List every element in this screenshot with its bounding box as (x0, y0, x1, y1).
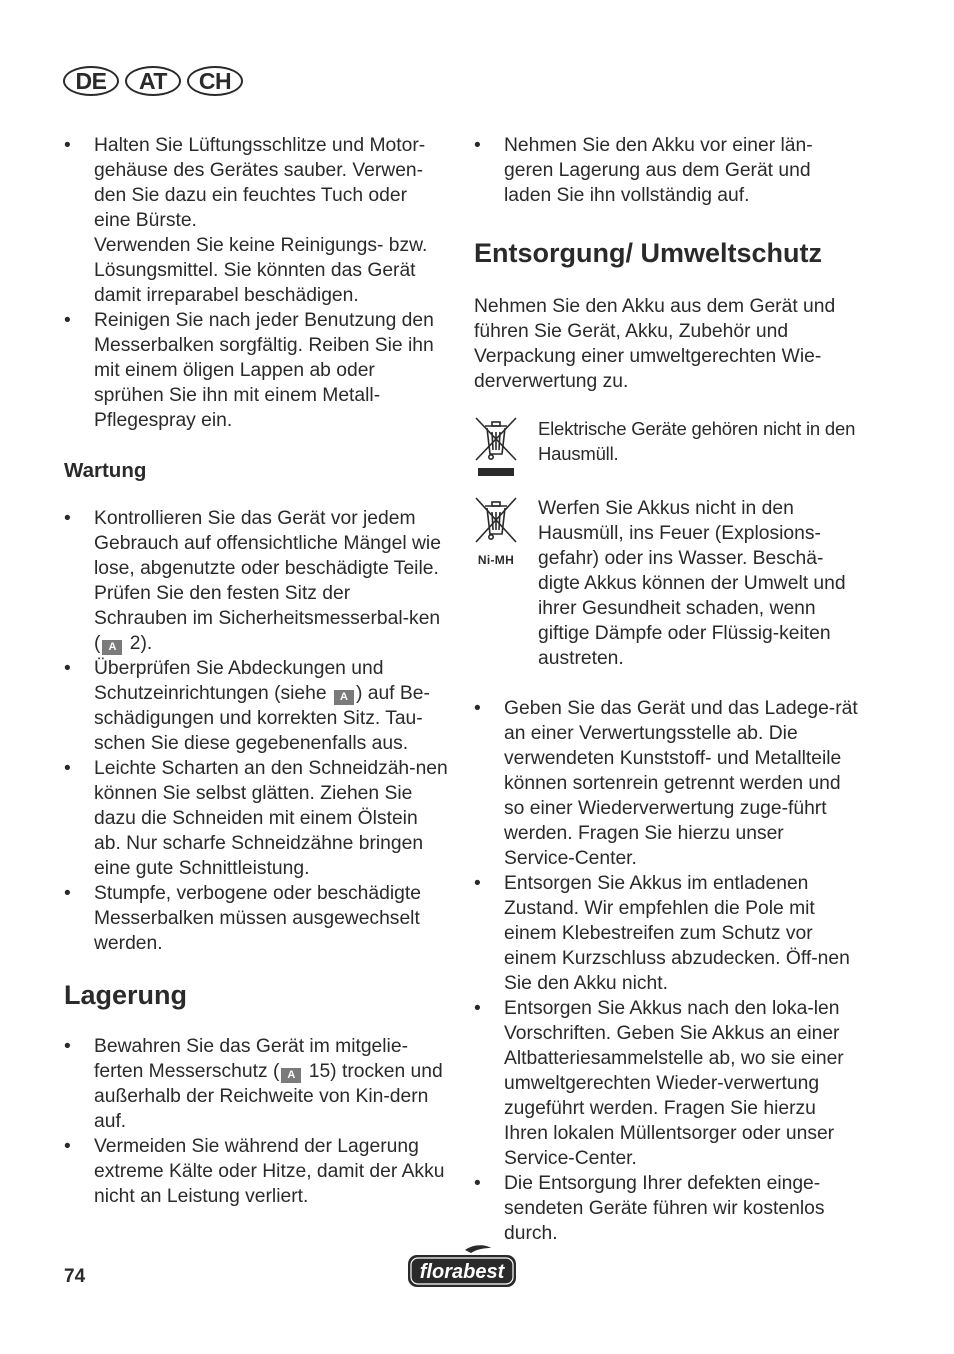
country-badge-de: DE (63, 66, 119, 96)
list-item (64, 506, 448, 656)
bullet-text: Kontrollieren Sie das Gerät vor jedem Gebrauch auf offensichtliche Mängel wie lose, abgenutzte oder beschädigte Teile. Prüfen Sie den festen Sitz der Schrauben im Sicherheitsmesserbal-ken ( (94, 508, 441, 654)
right-column (474, 133, 858, 1246)
list-item: • Die Entsorgung Ihrer defekten einge-sendeten Geräte führen wir kostenlos durch. (474, 1171, 858, 1246)
list-item (64, 656, 448, 756)
country-badge-ch: CH (187, 66, 243, 96)
list-item: • Stumpfe, verbogene oder beschädigte Messerbalken müssen ausgewechselt werden. (64, 881, 448, 956)
bullet-text: Überprüfen Sie Abdeckungen und Schutzeinrichtungen (siehe (94, 658, 384, 704)
storage-list-continued (474, 133, 858, 208)
maintenance-list (64, 506, 448, 956)
figure-ref-badge: A (281, 1068, 301, 1083)
left-column (64, 133, 448, 1209)
bullet-text: ) auf Be-schädigungen und korrekten Sitz. Tau-schen Sie diese gegebenenfalls aus. (94, 683, 430, 754)
list-item (64, 1034, 448, 1134)
brand-name: florabest (419, 1261, 505, 1283)
bullet-text: 2). (124, 633, 153, 654)
cleaning-bullet-text: Halten Sie Lüftungsschlitze und Motor-gehäuse des Gerätes sauber. Verwen-den Sie dazu ein feuchtes Tuch oder eine Bürste. (94, 135, 426, 231)
disposal-list (474, 696, 858, 1246)
list-item: • Entsorgen Sie Akkus nach den loka-len Vorschriften. Geben Sie Akkus an einer Altbatteriesammelstelle ab, wo sie einer umweltgerechten Wieder-verwertung zugeführt werden. Fragen Sie hierzu Ihren lokalen Müllentsorger oder unser Service-Center. (474, 996, 858, 1171)
list-item: • Entsorgen Sie Akkus im entladenen Zustand. Wir empfehlen die Pole mit einem Klebestreifen zum Schutz vor einem Kurzschluss abzudecken. Öff-nen Sie den Akku nicht. (474, 871, 858, 996)
weee-notice (474, 416, 858, 478)
crossed-bin-icon (474, 416, 518, 478)
cleaning-list (64, 133, 448, 433)
disposal-intro: Nehmen Sie den Akku aus dem Gerät und führen Sie Gerät, Akku, Zubehör und Verpackung einer umweltgerechten Wie-derverwertung zu. (474, 296, 836, 392)
cleaning-bullet-text-2: Verwenden Sie keine Reinigungs- bzw. Lösungsmittel. Sie könnten das Gerät damit irreparabel beschädigen. (94, 235, 428, 306)
weee-notice-text: Elektrische Geräte gehören nicht in den Hausmüll. (538, 418, 856, 464)
figure-ref-badge: A (102, 640, 122, 655)
bullet-text: Bewahren Sie das Gerät im mitgelie-ferten Messerschutz ( (94, 1036, 408, 1082)
storage-heading: Lagerung (64, 980, 188, 1010)
florabest-logo (405, 1243, 519, 1291)
list-item: • Reinigen Sie nach jeder Benutzung den Messerbalken sorgfältig. Reiben Sie ihn mit einem öligen Lappen ab oder sprühen Sie ihn mit einem Metall-Pflegespray ein. (64, 308, 448, 433)
bullet-text: 15) trocken und außerhalb der Reichweite von Kin-dern auf. (94, 1061, 443, 1132)
list-item (64, 133, 448, 308)
storage-list (64, 1034, 448, 1209)
nimh-label: Ni-MH (477, 553, 515, 567)
page-number: 74 (64, 1266, 86, 1287)
battery-notice (474, 496, 858, 671)
list-item: • Vermeiden Sie während der Lagerung extreme Kälte oder Hitze, damit der Akku nicht an Leistung verliert. (64, 1134, 448, 1209)
battery-notice-text: Werfen Sie Akkus nicht in den Hausmüll, ins Feuer (Explosions-gefahr) oder ins Wasser. Beschä-digte Akkus können der Umwelt und ihrer Gesundheit schaden, wenn giftige Dämpfe oder Flüssig-keiten austreten. (538, 498, 846, 669)
crossed-bin-nimh-icon (474, 496, 518, 546)
figure-ref-badge: A (334, 690, 354, 705)
list-item: • Leichte Scharten an den Schneidzäh-nen können Sie selbst glätten. Ziehen Sie dazu die Schneiden mit einem Ölstein ab. Nur scharfe Schneidzähne bringen eine gute Schnittleistung. (64, 756, 448, 881)
maintenance-heading: Wartung (64, 459, 147, 482)
country-badges (63, 66, 243, 96)
list-item: • Geben Sie das Gerät und das Ladege-rät an einer Verwertungsstelle ab. Die verwendeten Kunststoff- und Metallteile können sortenrein getrennt werden und so einer Wiederverwertung zuge-führt werden. Fragen Sie hierzu unser Service-Center. (474, 696, 858, 871)
disposal-heading: Entsorgung/ Umweltschutz (474, 238, 823, 268)
list-item: • Nehmen Sie den Akku vor einer län-geren Lagerung aus dem Gerät und laden Sie ihn vollständig auf. (474, 133, 858, 208)
country-badge-at: AT (125, 66, 181, 96)
